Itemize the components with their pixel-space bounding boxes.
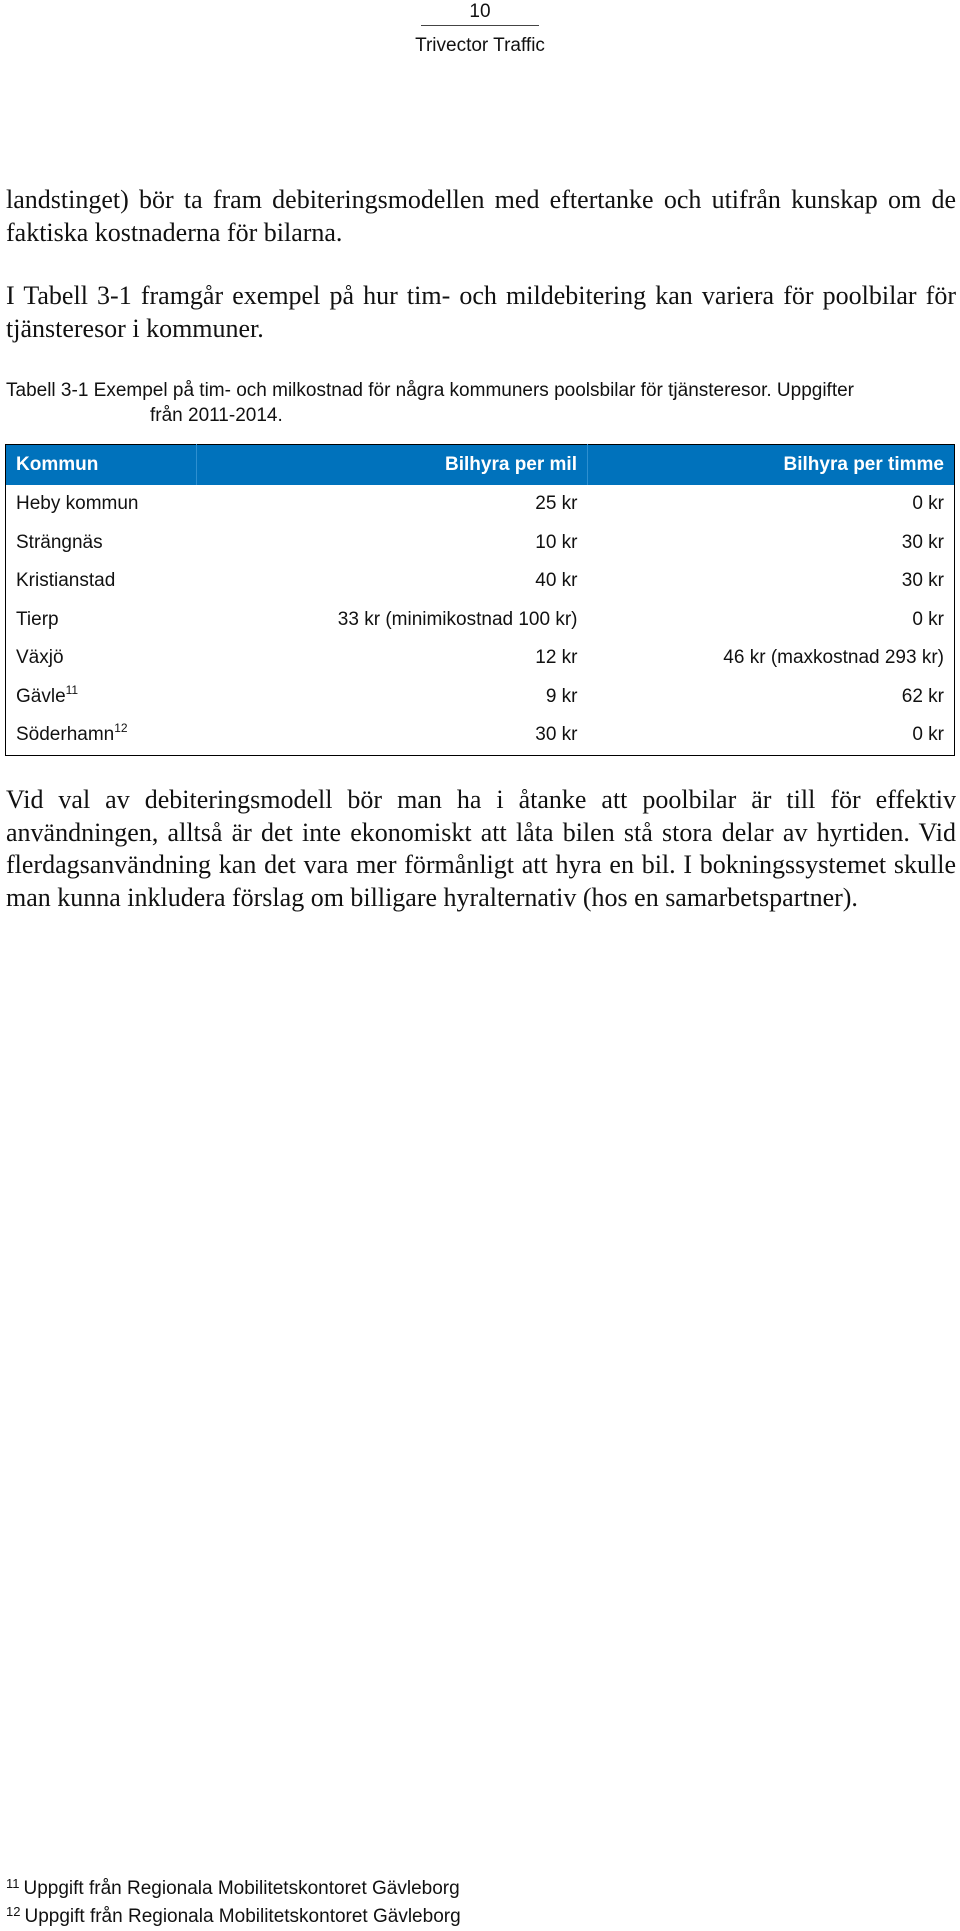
table-row bbox=[6, 639, 955, 678]
page-number: 10 bbox=[469, 1, 491, 22]
caption-text: Exempel på tim- och milkostnad för några kommuners poolsbilar för tjänsteresor. Uppgifter bbox=[93, 380, 855, 401]
cell-per-timme: 0 kr bbox=[912, 724, 944, 746]
table-row bbox=[6, 524, 955, 563]
cell-kommun bbox=[6, 639, 197, 678]
column-header-per-timme: Bilhyra per timme bbox=[588, 445, 955, 486]
kommun-name: Tierp bbox=[16, 608, 59, 630]
cell-per-mil: 10 kr bbox=[535, 531, 578, 553]
column-header-kommun: Kommun bbox=[6, 445, 197, 486]
cell-per-mil: 30 kr bbox=[535, 724, 578, 746]
footnotes bbox=[6, 1875, 461, 1931]
paragraph-conclusion: Vid val av debiteringsmodell bör man ha i åtanke att poolbilar är till för effektiv användningen, alltså är det inte ekonomiskt att låta bilen stå stora delar av hyrtiden. Vid flerdagsanvändning kan det vara mer förmånligt att hyra en bil. I bokningssystemet skulle man kunna inkludera förslag om billigare hyralternativ (hos en samarbetspartner). bbox=[6, 785, 956, 912]
footnote bbox=[6, 1875, 461, 1903]
cell-per-timme: 0 kr bbox=[912, 493, 944, 515]
table-row bbox=[6, 562, 955, 601]
header-company: Trivector Traffic bbox=[415, 35, 545, 56]
caption-label: Tabell 3-1 bbox=[6, 380, 89, 401]
kommun-name: Heby kommun bbox=[16, 493, 139, 515]
footnote-number: 12 bbox=[6, 1904, 21, 1919]
kommun-name: Kristianstad bbox=[16, 570, 116, 592]
cost-table bbox=[5, 444, 955, 756]
cell-kommun bbox=[6, 485, 197, 524]
table-row bbox=[6, 601, 955, 640]
cell-per-mil: 40 kr bbox=[535, 570, 578, 592]
cell-kommun bbox=[6, 524, 197, 563]
table-header-row bbox=[6, 445, 955, 486]
cell-per-timme: 30 kr bbox=[901, 570, 944, 592]
table-row bbox=[6, 485, 955, 524]
footnote-text: Uppgift från Regionala Mobilitetskontoret Gävleborg bbox=[23, 1878, 460, 1899]
cell-per-mil: 9 kr bbox=[545, 685, 578, 707]
cell-per-mil: 12 kr bbox=[535, 647, 578, 669]
table-row bbox=[6, 716, 955, 755]
cell-kommun bbox=[6, 562, 197, 601]
kommun-name: Strängnäs bbox=[16, 531, 103, 553]
footnote-text: Uppgift från Regionala Mobilitetskontoret Gävleborg bbox=[24, 1906, 461, 1927]
cell-kommun bbox=[6, 601, 197, 640]
cell-per-timme: 62 kr bbox=[901, 685, 944, 707]
paragraph-table-reference: I Tabell 3-1 framgår exempel på hur tim- och mildebitering kan variera för poolbilar för tjänsteresor i kommuner. bbox=[6, 281, 956, 343]
column-header-per-mil: Bilhyra per mil bbox=[197, 445, 588, 486]
cell-kommun bbox=[6, 716, 197, 755]
cell-per-timme: 0 kr bbox=[912, 608, 944, 630]
cell-per-mil: 25 kr bbox=[535, 493, 578, 515]
table-caption bbox=[6, 378, 956, 428]
footnote-ref[interactable]: 11 bbox=[65, 682, 79, 697]
footnote-number: 11 bbox=[6, 1876, 20, 1891]
table-row bbox=[6, 678, 955, 717]
paragraph-intro: landstinget) bör ta fram debiteringsmodellen med eftertanke och utifrån kunskap om de faktiska kostnaderna för bilarna. bbox=[6, 185, 956, 247]
footnote-ref[interactable]: 12 bbox=[114, 721, 128, 736]
cell-per-mil: 33 kr (minimikostnad 100 kr) bbox=[337, 608, 578, 630]
caption-text-continued: från 2011-2014. bbox=[150, 405, 283, 426]
cell-per-timme: 30 kr bbox=[901, 531, 944, 553]
kommun-name: Växjö bbox=[16, 647, 64, 669]
kommun-name: Gävle bbox=[16, 685, 66, 707]
header-divider bbox=[421, 25, 539, 26]
cell-per-timme: 46 kr (maxkostnad 293 kr) bbox=[723, 647, 944, 669]
kommun-name: Söderhamn bbox=[16, 724, 115, 746]
footnote bbox=[6, 1903, 461, 1931]
cell-kommun bbox=[6, 678, 197, 717]
